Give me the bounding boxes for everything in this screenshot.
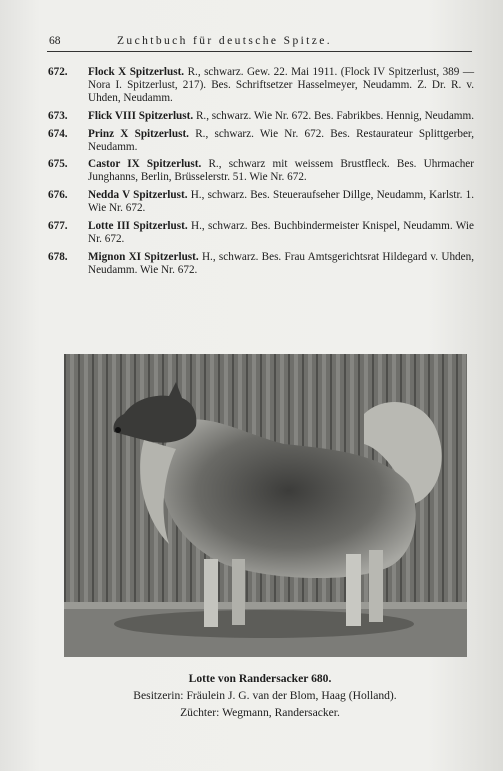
caption-breeder-line: [50, 704, 470, 721]
breeder-label: Züchter:: [180, 706, 220, 719]
caption-title: Lotte von Randersacker 680.: [188, 672, 332, 685]
registry-entry: [48, 128, 474, 154]
owner-label: Besitzerin:: [133, 689, 184, 702]
entry-description: R., schwarz mit weissem Brustfleck. Bes. Uhrmacher Junghanns, Berlin, Brüsselerstr. 51. Wie Nr. 672.: [88, 158, 474, 184]
entry-dog-name: Prinz X Spitzerlust.: [88, 127, 189, 140]
entry-dog-name: Flock X Spitzerlust.: [88, 66, 185, 78]
entry-dog-name: Nedda V Spitzerlust.: [88, 189, 188, 202]
registry-entry: [48, 220, 474, 246]
registry-entry: [48, 251, 474, 277]
dog-photograph: [64, 354, 467, 657]
entry-description: H., schwarz. Bes. Buchbindermeister Knispel, Neudamm. Wie Nr. 672.: [88, 220, 474, 245]
registry-entry: [48, 110, 474, 123]
entry-number: 678.: [48, 250, 68, 263]
photo-caption: [50, 670, 470, 721]
registry-entries: [48, 66, 474, 282]
entry-dog-name: Castor IX Spitzerlust.: [88, 158, 202, 171]
entry-description: R., schwarz. Gew. 22. Mai 1911. (Flock IV Spitzerlust, 389 — Nora I. Spitzerlust, 217). Bes. Schriftsetzer Hasselmeyer, Neudamm. Z. Dr. R. v. Uhden, Neudamm.: [88, 66, 475, 104]
breeder-value: Wegmann, Randersacker.: [222, 706, 340, 719]
running-header: [47, 35, 472, 52]
entry-description: R., schwarz. Wie Nr. 672. Bes. Fabrikbes. Hennig, Neudamm.: [193, 109, 475, 122]
entry-number: 672.: [48, 66, 68, 78]
entry-description: R., schwarz. Wie Nr. 672. Bes. Restaurateur Splittgerber, Neudamm.: [88, 127, 474, 153]
entry-dog-name: Lotte III Spitzerlust.: [88, 220, 188, 233]
caption-owner-line: [60, 687, 470, 704]
registry-entry: [48, 66, 474, 105]
entry-dog-name: Mignon XI Spitzerlust.: [88, 250, 199, 263]
header-title: Zuchtbuch für deutsche Spitze.: [117, 35, 333, 47]
entry-number: 677.: [48, 220, 68, 233]
entry-number: 675.: [48, 158, 68, 171]
entry-description: H., schwarz. Bes. Steueraufseher Dillge, Neudamm, Karlstr. 1. Wie Nr. 672.: [88, 189, 475, 215]
registry-entry: [48, 189, 474, 215]
entry-number: 673.: [48, 109, 68, 122]
entry-number: 676.: [48, 189, 68, 202]
registry-entry: [48, 158, 474, 184]
page-number: 68: [49, 35, 61, 47]
entry-dog-name: Flick VIII Spitzerlust.: [88, 109, 194, 122]
entry-description: H., schwarz. Bes. Frau Amtsgerichtsrat Hildegard v. Uhden, Neudamm. Wie Nr. 672.: [88, 250, 474, 276]
dog-photo-illustration: [64, 354, 467, 657]
entry-number: 674.: [48, 127, 68, 140]
owner-value: Fräulein J. G. van der Blom, Haag (Holland).: [186, 689, 397, 702]
